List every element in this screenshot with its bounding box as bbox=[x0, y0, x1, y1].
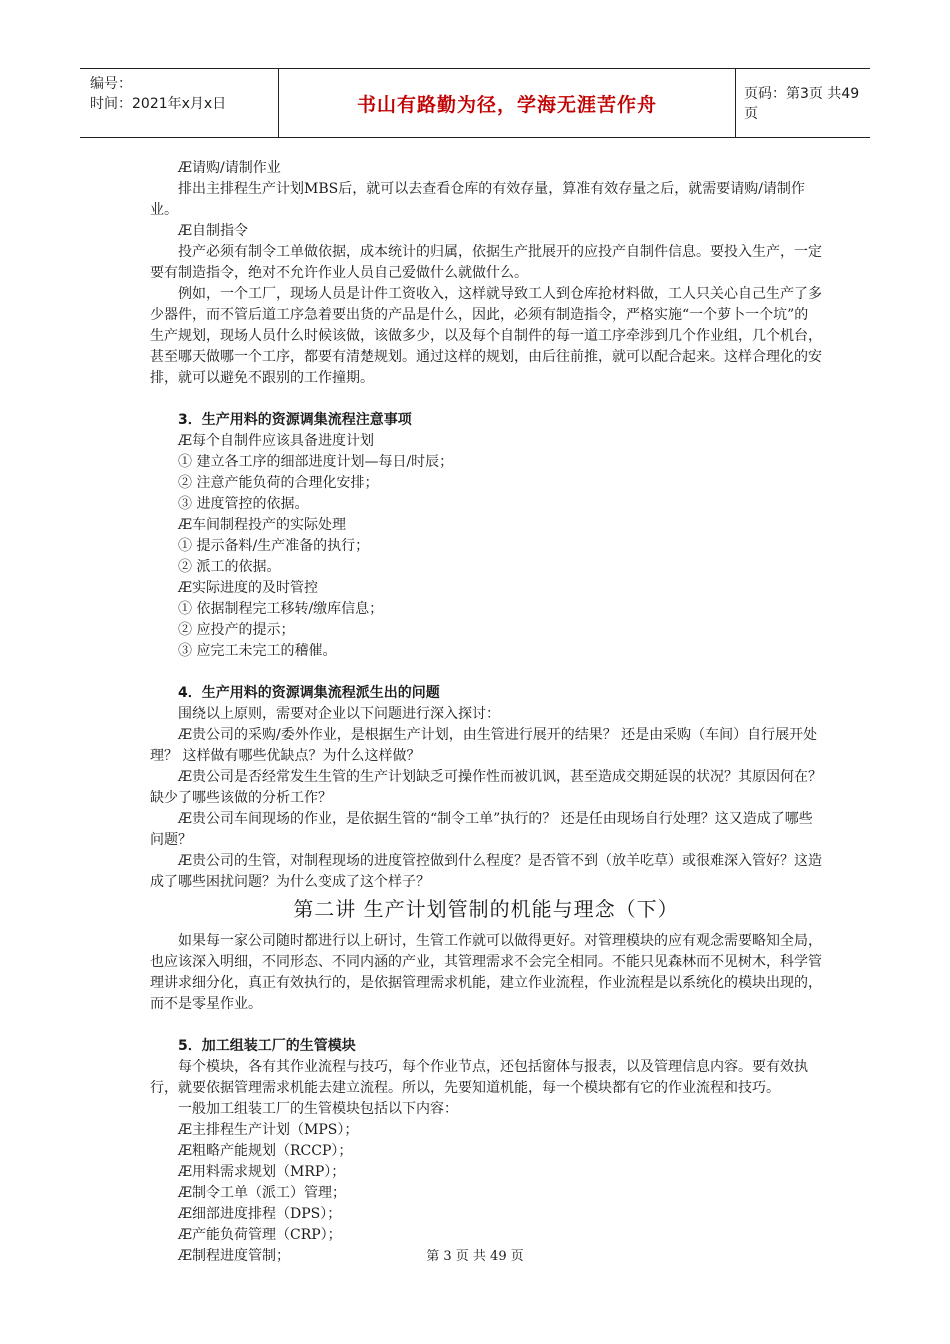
list-item: Æ制令工单（派工）管理； bbox=[178, 1185, 347, 1201]
paragraph: Æ贵公司的生管，对制程现场的进度管控做到什么程度？是否管不到（放羊吃草）或很难深入管好？这造成了哪些困扰问题？为什么变成了这个样子？ bbox=[150, 853, 823, 890]
list-item: ② 注意产能负荷的合理化安排； bbox=[178, 475, 379, 491]
list-item: ③ 进度管控的依据。 bbox=[178, 496, 309, 512]
paragraph: Æ贵公司是否经常发生生管的生产计划缺乏可操作性而被讥讽，甚至造成交期延误的状况？其原因何在？缺少了哪些该做的分析工作？ bbox=[150, 769, 823, 806]
paragraph: 围绕以上原则，需要对企业以下问题进行深入探讨： bbox=[178, 706, 500, 722]
document-body bbox=[150, 158, 822, 1267]
spacer bbox=[150, 1015, 822, 1036]
list-item: ③ 应完工未完工的稽催。 bbox=[178, 643, 337, 659]
header-motto: 书山有路勤为径，学海无涯苦作舟 bbox=[356, 93, 657, 116]
list-item: Æ每个自制件应该具备进度计划 bbox=[178, 433, 375, 449]
list-item: Æ用料需求规划（MRP）； bbox=[178, 1164, 346, 1180]
list-item: Æ细部进度排程（DPS）； bbox=[178, 1206, 342, 1222]
list-item: ① 建立各工序的细部进度计划—每日/时辰； bbox=[178, 454, 454, 470]
list-item: ② 应投产的提示； bbox=[178, 622, 295, 638]
paragraph: 一般加工组装工厂的生管模块包括以下内容： bbox=[178, 1101, 458, 1117]
header-table bbox=[80, 68, 870, 138]
spacer bbox=[150, 389, 822, 410]
paragraph: Æ贵公司的采购/委外作业，是根据生产计划，由生管进行展开的结果？ 还是由采购（车间）自行展开处理？ 这样做有哪些优缺点？为什么这样做？ bbox=[150, 727, 818, 764]
header-motto-cell bbox=[278, 69, 736, 137]
section-heading: 3．生产用料的资源调集流程注意事项 bbox=[178, 412, 412, 428]
lecture-title: 第二讲 生产计划管制的机能与理念（下） bbox=[293, 897, 679, 921]
section-heading: 4．生产用料的资源调集流程派生出的问题 bbox=[178, 685, 440, 701]
header-meta-cell bbox=[80, 69, 278, 137]
section-heading: 5．加工组装工厂的生管模块 bbox=[178, 1038, 356, 1054]
list-item: Æ实际进度的及时管控 bbox=[178, 580, 319, 596]
paragraph: 如果每一家公司随时都进行以上研讨，生管工作就可以做得更好。对管理模块的应有观念需要略知全局，也应该深入明细，不同形态、不同内涵的产业，其管理需求不会完全相同。不能只见森林而不见树木，科学管理讲求细分化，真正有效执行的，是依据管理需求机能，建立作业流程，作业流程是以系统化的模块出现的，而不是零星作业。 bbox=[150, 933, 822, 1012]
list-item: Æ制程进度管制； bbox=[178, 1248, 291, 1264]
page-footer: 第 3 页 共 49 页 bbox=[426, 1249, 524, 1264]
list-item: Æ粗略产能规划（RCCP）； bbox=[178, 1143, 353, 1159]
header-page-info: 页码：第3页 共49页 bbox=[744, 86, 860, 122]
spacer bbox=[150, 662, 822, 683]
list-item: Æ请购/请制作业 bbox=[178, 160, 281, 176]
list-item: ② 派工的依据。 bbox=[178, 559, 281, 575]
list-item: ① 提示备料/生产准备的执行； bbox=[178, 538, 370, 554]
list-item: ① 依据制程完工移转/缴库信息； bbox=[178, 601, 384, 617]
paragraph: 排出主排程生产计划MBS后，就可以去查看仓库的有效存量，算准有效存量之后，就需要请购/请制作业。 bbox=[150, 181, 805, 218]
paragraph: 投产必须有制令工单做依据，成本统计的归属，依据生产批展开的应投产自制件信息。要投入生产，一定要有制造指令，绝对不允许作业人员自己爱做什么就做什么。 bbox=[150, 244, 822, 281]
document-date-label: 时间：2021年x月x日 bbox=[90, 96, 227, 112]
list-item: Æ产能负荷管理（CRP）； bbox=[178, 1227, 342, 1243]
list-item: Æ主排程生产计划（MPS）； bbox=[178, 1122, 359, 1138]
document-number-label: 编号： bbox=[90, 76, 132, 92]
paragraph: 每个模块，各有其作业流程与技巧，每个作业节点，还包括窗体与报表，以及管理信息内容。要有效执行，就要依据管理需求机能去建立流程。所以，先要知道机能，每一个模块都有它的作业流程和技巧。 bbox=[150, 1059, 808, 1096]
list-item: Æ自制指令 bbox=[178, 223, 249, 239]
paragraph: 例如，一个工厂，现场人员是计件工资收入，这样就导致工人到仓库抢材料做，工人只关心自己生产了多少器件，而不管后道工序急着要出货的产品是什么，因此，必须有制造指令，严格实施“一个萝卜一个坑”的生产规划，现场人员什么时候该做，该做多少，以及每个自制件的每一道工序牵涉到几个作业组，几个机台，甚至哪天做哪一个工序，都要有清楚规划。通过这样的规划，由后往前推，就可以配合起来。这样合理化的安排，就可以避免不跟别的工作撞期。 bbox=[150, 286, 822, 386]
list-item: Æ车间制程投产的实际处理 bbox=[178, 517, 347, 533]
header-page-cell bbox=[734, 69, 870, 137]
paragraph: Æ贵公司车间现场的作业，是依据生管的“制令工单”执行的？ 还是任由现场自行处理？这又造成了哪些问题？ bbox=[150, 811, 813, 848]
